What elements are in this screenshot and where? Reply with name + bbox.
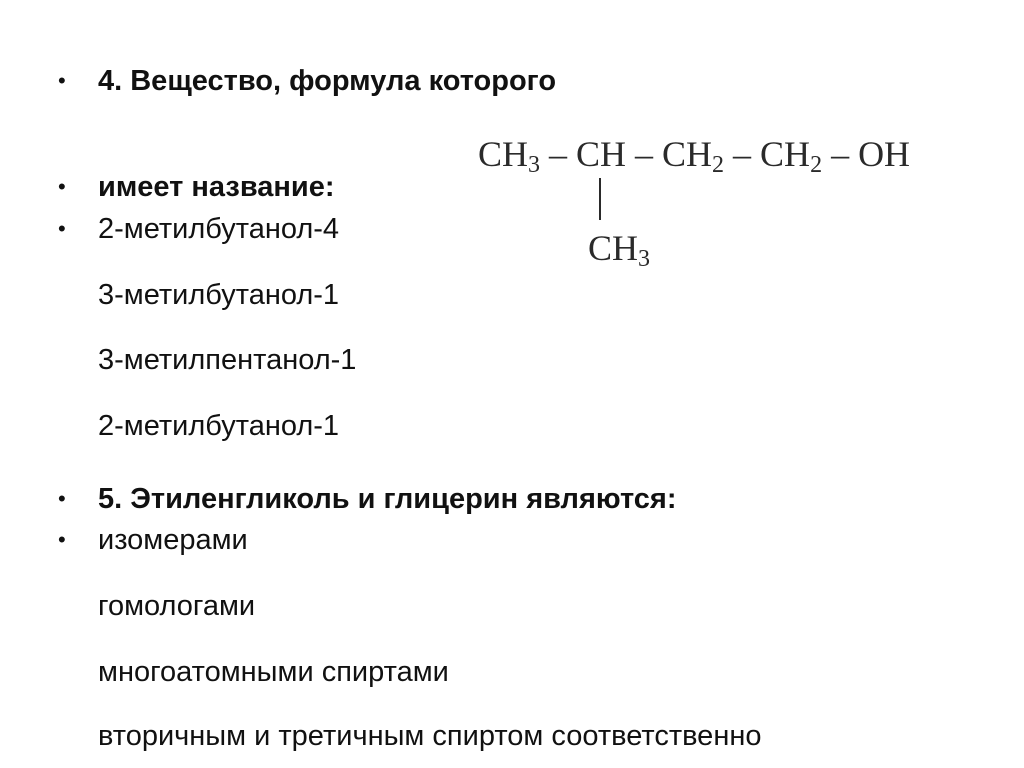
bullet-question4-title: •	[58, 68, 66, 93]
formula-ch2-group-1: CH	[662, 134, 713, 174]
formula-branch-ch3-group: CH	[588, 228, 639, 268]
question4-option-3: 3-метилпентанол-1	[98, 344, 357, 376]
bullet-question4-prompt: •	[58, 174, 66, 199]
formula-ch3-group: CH	[478, 134, 529, 174]
question5-option-1: изомерами	[98, 524, 248, 556]
formula-branch-subscript: 3	[638, 246, 651, 272]
formula-bond-4: –	[822, 134, 859, 174]
question4-option-1: 2-метилбутанол-4	[98, 213, 340, 245]
question5-option-3: многоатомными спиртами	[98, 656, 449, 688]
question4-option-4: 2-метилбутанол-1	[98, 410, 340, 442]
bullet-question5-title: •	[58, 486, 66, 511]
formula-oh-group: OH	[858, 134, 911, 174]
question5-option-2: гомологами	[98, 590, 256, 622]
formula-ch2-subscript-1: 2	[712, 152, 725, 178]
bullet-question5-option-1: •	[58, 527, 66, 552]
formula-bond-1: –	[540, 134, 577, 174]
structural-formula	[478, 132, 978, 282]
formula-bond-2: –	[626, 134, 663, 174]
bullet-question4-option-1: •	[58, 216, 66, 241]
question4-prompt: имеет название:	[98, 171, 335, 203]
formula-vertical-bond	[599, 178, 601, 220]
question5-title: 5. Этиленгликоль и глицерин являются:	[98, 483, 677, 515]
question4-title: 4. Вещество, формула которого	[98, 65, 557, 97]
formula-ch2-subscript-2: 2	[810, 152, 823, 178]
question4-option-2: 3-метилбутанол-1	[98, 279, 340, 311]
formula-main-chain	[478, 132, 910, 176]
formula-branch	[588, 226, 650, 270]
formula-ch-group: CH	[576, 134, 627, 174]
formula-ch3-subscript: 3	[528, 152, 541, 178]
formula-ch2-group-2: CH	[760, 134, 811, 174]
question5-option-4: вторичным и третичным спиртом соответственно	[98, 720, 762, 752]
formula-bond-3: –	[724, 134, 761, 174]
